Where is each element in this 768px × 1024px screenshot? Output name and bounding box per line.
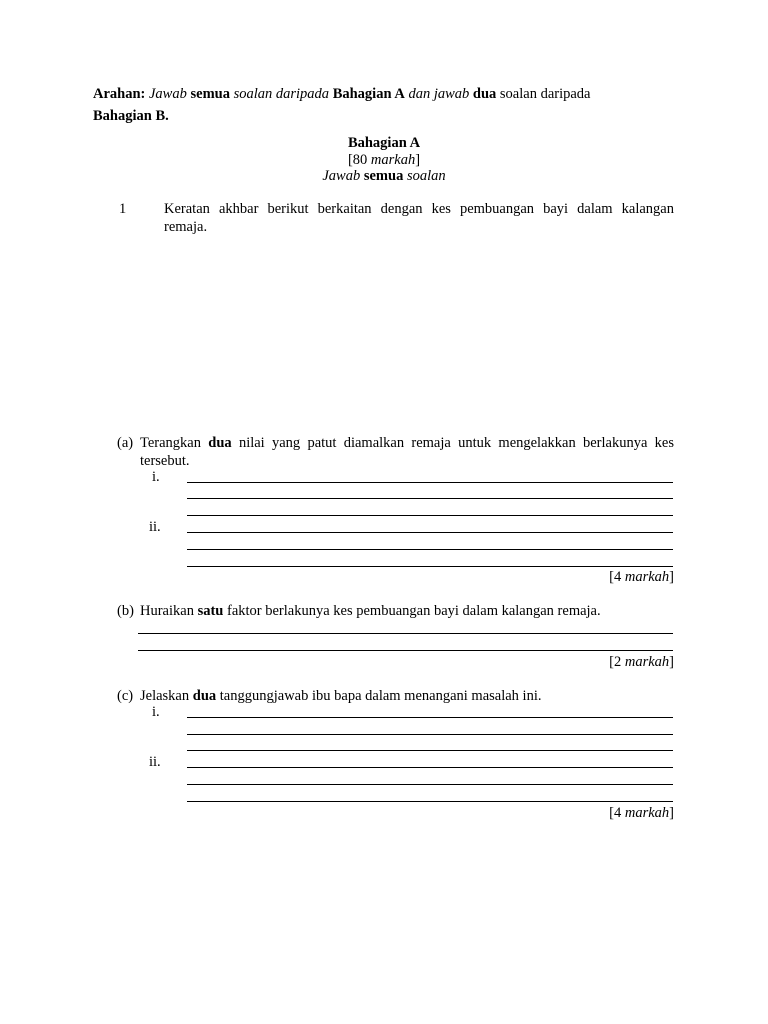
- question-text-line-2: remaja.: [164, 219, 208, 235]
- part-a-label: (a): [117, 435, 134, 451]
- part-a-marks-close: ]: [669, 569, 674, 585]
- part-b-text-bold: satu: [197, 603, 224, 619]
- part-c-label: (c): [117, 688, 134, 704]
- section-title-text: Bahagian A: [347, 135, 421, 151]
- question-number: 1: [119, 201, 127, 217]
- part-c-marks-word: markah: [624, 805, 670, 821]
- arahan-label: Arahan:: [93, 86, 146, 102]
- part-c-roman-ii: ii.: [149, 754, 161, 770]
- answer-line[interactable]: [187, 515, 673, 516]
- part-c-marks-open: [4: [609, 805, 625, 821]
- instructions-line-1: [93, 86, 591, 103]
- part-a-text-post: nilai yang patut diamalkan remaja untuk mengelakkan berlakunya kes: [238, 435, 675, 451]
- answer-line[interactable]: [187, 549, 673, 550]
- instr-semua: semua: [190, 86, 230, 102]
- instr-jawab: Jawab: [149, 86, 187, 102]
- part-c-question: [140, 688, 541, 705]
- part-b-text-pre: Huraikan: [140, 603, 194, 619]
- part-c-text-bold: dua: [192, 688, 217, 704]
- instr-dan-jawab: dan jawab: [408, 86, 470, 102]
- section-marks-close: ]: [415, 152, 421, 168]
- answer-line[interactable]: [187, 801, 673, 802]
- instr-bahagian-b: Bahagian B.: [93, 108, 169, 124]
- section-marks: [0, 152, 768, 169]
- answer-jawab: Jawab: [322, 168, 361, 184]
- section-answer-instruction: [0, 168, 768, 185]
- part-a-roman-ii: ii.: [149, 519, 161, 535]
- answer-semua: semua: [363, 168, 404, 184]
- answer-soalan: soalan: [406, 168, 446, 184]
- answer-line[interactable]: [187, 498, 673, 499]
- part-a-marks-open: [4: [609, 569, 625, 585]
- part-b-marks-word: markah: [624, 654, 670, 670]
- question-text-line-1: Keratan akhbar berikut berkaitan dengan kes pembuangan bayi dalam kalangan: [164, 201, 674, 217]
- answer-line[interactable]: [138, 633, 673, 634]
- part-c-marks-close: ]: [669, 805, 674, 821]
- answer-line[interactable]: [187, 566, 673, 567]
- part-a-text-bold: dua: [208, 435, 232, 451]
- part-c-text-post: tanggungjawab ibu bapa dalam menangani masalah ini.: [219, 688, 542, 704]
- part-b-label: (b): [117, 603, 134, 619]
- instr-soalan-daripada-2: soalan daripada: [499, 86, 591, 102]
- part-a-question-line-2: tersebut.: [140, 453, 190, 469]
- answer-line[interactable]: [138, 650, 673, 651]
- part-c-marks: [609, 805, 674, 822]
- section-marks-word: markah: [370, 152, 416, 168]
- part-b-marks: [609, 654, 674, 671]
- part-c-roman-i: i.: [152, 704, 160, 720]
- part-a-text-pre: Terangkan: [140, 435, 201, 451]
- instructions-line-2: [93, 108, 169, 125]
- part-b-question: [140, 603, 601, 620]
- part-c-text-pre: Jelaskan: [140, 688, 190, 704]
- instr-soalan-daripada: soalan daripada: [233, 86, 330, 102]
- answer-line[interactable]: [187, 750, 673, 751]
- instr-bahagian-a: Bahagian A: [332, 86, 405, 102]
- part-a-marks-word: markah: [624, 569, 670, 585]
- part-a-question: [140, 435, 674, 452]
- part-b-marks-close: ]: [669, 654, 674, 670]
- instr-dua: dua: [472, 86, 497, 102]
- answer-line[interactable]: [187, 532, 673, 533]
- section-marks-open: [80: [347, 152, 371, 168]
- answer-line[interactable]: [187, 482, 673, 483]
- answer-line[interactable]: [187, 784, 673, 785]
- part-a-roman-i: i.: [152, 469, 160, 485]
- section-title: [0, 135, 768, 152]
- answer-line[interactable]: [187, 734, 673, 735]
- part-a-marks: [609, 569, 674, 586]
- part-b-marks-open: [2: [609, 654, 625, 670]
- answer-line[interactable]: [187, 767, 673, 768]
- part-b-text-post: faktor berlakunya kes pembuangan bayi dalam kalangan remaja.: [227, 603, 601, 619]
- answer-line[interactable]: [187, 717, 673, 718]
